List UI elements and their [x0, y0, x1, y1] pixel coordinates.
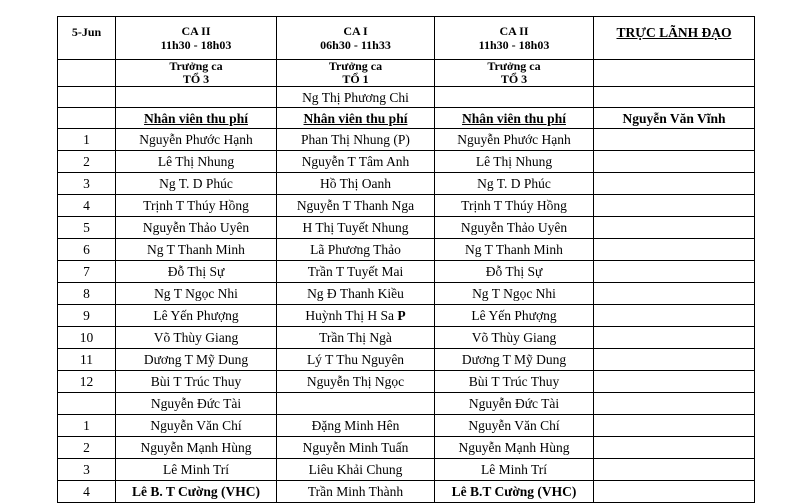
shift2-staff [277, 459, 435, 481]
shift3-staff [435, 261, 594, 283]
leadership-cell [594, 415, 755, 437]
row-number [58, 239, 116, 261]
shift-header-1 [116, 17, 277, 60]
row-number [58, 459, 116, 481]
row-number [58, 129, 116, 151]
shift1-staff-text: Nguyễn Mạnh Hùng [140, 440, 252, 455]
empty-cell [594, 60, 755, 87]
row-number-text: 10 [79, 330, 94, 345]
shift3-staff-text: Nguyễn Thảo Uyên [460, 220, 568, 235]
shift-header-2 [277, 17, 435, 60]
shift3-staff-text: Nguyễn Đức Tài [468, 396, 560, 411]
team-lead-team-3: TỔ 3 [500, 72, 528, 86]
shift1-staff-text: Ng T Thanh Minh [147, 242, 245, 257]
shift2-staff [277, 327, 435, 349]
shift2-staff-text: Liêu Khải Chung [308, 462, 403, 477]
row-number [58, 371, 116, 393]
shift1-staff-text: Dương T Mỹ Dung [143, 352, 249, 367]
row-number-text: 5 [83, 220, 90, 235]
shift1-staff [116, 349, 277, 371]
shift2-staff [277, 239, 435, 261]
shift1-staff-text: Trịnh T Thúy Hồng [143, 198, 249, 213]
row-number-text: 8 [83, 286, 90, 301]
row-number-text: 3 [83, 462, 90, 477]
leadership-cell [594, 195, 755, 217]
shift3-staff [435, 327, 594, 349]
row-number-text: 6 [83, 242, 90, 257]
empty-cell [594, 87, 755, 108]
shift1-staff [116, 129, 277, 151]
empty-cell [58, 87, 116, 108]
empty-cell [58, 108, 116, 129]
shift1-staff [116, 283, 277, 305]
row-number-text: 3 [83, 176, 90, 191]
row-number-text: 2 [83, 440, 90, 455]
shift1-staff-text: Lê Thị Nhung [157, 154, 235, 169]
leader-on-duty: Nguyễn Văn Vĩnh [594, 108, 755, 129]
shift-time-2: 06h30 - 11h33 [320, 38, 391, 52]
shift3-staff-text: Nguyễn Mạnh Hùng [458, 440, 570, 455]
leadership-cell [594, 371, 755, 393]
shift1-staff-text: Nguyễn Văn Chí [150, 418, 242, 433]
shift3-staff-text: Ng T Ngọc Nhi [472, 286, 556, 301]
shift3-staff [435, 129, 594, 151]
table-row [58, 481, 755, 503]
shift1-staff [116, 327, 277, 349]
shift2-staff [277, 129, 435, 151]
shift3-staff [435, 459, 594, 481]
shift1-staff-text: Ng T. D Phúc [159, 176, 233, 191]
team-lead-team-1: TỔ 3 [182, 72, 210, 86]
shift3-staff-text: Võ Thùy Giang [471, 330, 557, 345]
shift2-staff-text: Trần Thị Ngà [319, 330, 392, 345]
row-number-text: 7 [83, 264, 90, 279]
team-lead-role-1: Trưởng ca [169, 59, 223, 73]
shift1-staff [116, 459, 277, 481]
status-mark: P [397, 308, 406, 323]
shift1-staff [116, 217, 277, 239]
shift1-staff-text: Nguyễn Phước Hạnh [139, 132, 253, 147]
leadership-cell [594, 437, 755, 459]
shift3-staff [435, 371, 594, 393]
empty-cell [116, 87, 277, 108]
shift1-staff [116, 239, 277, 261]
team-lead-role-3: Trưởng ca [487, 59, 541, 73]
shift3-staff-text: Nguyễn Phước Hạnh [457, 132, 571, 147]
row-number-text: 1 [83, 418, 90, 433]
leadership-cell [594, 173, 755, 195]
extra-row [58, 87, 755, 108]
table-row [58, 195, 755, 217]
row-number [58, 305, 116, 327]
row-number-text: 4 [83, 484, 90, 499]
date-cell: 5-Jun [58, 17, 116, 60]
shift2-staff [277, 305, 435, 327]
shift1-staff [116, 173, 277, 195]
team-lead-1 [116, 60, 277, 87]
row-number-text: 9 [83, 308, 90, 323]
shift3-staff-text: Ng T. D Phúc [477, 176, 551, 191]
team-lead-role-2: Trưởng ca [328, 59, 383, 73]
shift2-staff-text: Nguyễn T Thanh Nga [296, 198, 415, 213]
shift1-staff [116, 437, 277, 459]
shift-name-1: CA II [181, 24, 211, 38]
table-row [58, 415, 755, 437]
team-lead-row [58, 60, 755, 87]
shift1-staff-text: Lê Minh Trí [162, 462, 230, 477]
shift3-staff-text: Nguyễn Văn Chí [468, 418, 560, 433]
shift3-staff [435, 437, 594, 459]
shift2-staff-text: Trần Minh Thành [307, 484, 404, 499]
shift1-staff [116, 371, 277, 393]
shift-name-3: CA II [499, 24, 529, 38]
leadership-cell [594, 327, 755, 349]
shift-header-3 [435, 17, 594, 60]
table-row [58, 261, 755, 283]
shift2-staff-text: Trần T Tuyết Mai [307, 264, 404, 279]
table-row [58, 129, 755, 151]
leadership-cell [594, 261, 755, 283]
shift2-staff-text: H Thị Tuyết Nhung [302, 220, 409, 235]
shift2-staff [277, 173, 435, 195]
shift-name-2: CA I [343, 24, 368, 38]
leadership-cell [594, 393, 755, 415]
staff-header-3: Nhân viên thu phí [435, 108, 594, 129]
shift3-staff [435, 195, 594, 217]
row-number [58, 415, 116, 437]
leadership-cell [594, 217, 755, 239]
shift3-staff [435, 217, 594, 239]
team-lead-3 [435, 60, 594, 87]
shift2-staff [277, 195, 435, 217]
row-number [58, 217, 116, 239]
team-lead-team-2: TỔ 1 [342, 72, 369, 86]
table-row [58, 349, 755, 371]
row-number [58, 261, 116, 283]
shift1-staff [116, 261, 277, 283]
shift1-staff-text: Bùi T Trúc Thuy [150, 374, 242, 389]
row-number [58, 195, 116, 217]
table-row [58, 283, 755, 305]
table-row [58, 371, 755, 393]
shift3-staff [435, 481, 594, 503]
shift2-staff [277, 481, 435, 503]
shift3-staff-text: Lê B.T Cường (VHC) [451, 484, 577, 499]
shift3-staff [435, 393, 594, 415]
shift2-staff-text: Nguyễn Thị Ngọc [306, 374, 405, 389]
row-number [58, 393, 116, 415]
empty-cell [58, 60, 116, 87]
shift3-staff-text: Dương T Mỹ Dung [461, 352, 567, 367]
shift2-staff-text: Nguyễn T Tâm Anh [301, 154, 410, 169]
row-number [58, 151, 116, 173]
shift2-staff-text: Lý T Thu Nguyên [306, 352, 405, 367]
shift1-staff-text: Đỗ Thị Sự [167, 264, 225, 279]
shift2-staff-text: Đặng Minh Hên [311, 418, 400, 433]
shift1-staff-text: Võ Thùy Giang [153, 330, 239, 345]
shift-time-3: 11h30 - 18h03 [478, 38, 550, 52]
table-row [58, 437, 755, 459]
team-lead-2 [277, 60, 435, 87]
table-row [58, 305, 755, 327]
shift2-staff-text: Hồ Thị Oanh [320, 176, 391, 191]
shift2-staff [277, 261, 435, 283]
table-row [58, 173, 755, 195]
row-number [58, 349, 116, 371]
leadership-cell [594, 283, 755, 305]
table-row [58, 393, 755, 415]
leadership-cell [594, 305, 755, 327]
leadership-cell [594, 459, 755, 481]
table-row [58, 459, 755, 481]
shift2-staff [277, 371, 435, 393]
shift1-staff [116, 151, 277, 173]
shift3-staff-text: Đỗ Thị Sự [485, 264, 543, 279]
shift1-staff [116, 305, 277, 327]
leadership-cell [594, 239, 755, 261]
shift2-staff [277, 151, 435, 173]
row-number [58, 283, 116, 305]
shift2-staff [277, 415, 435, 437]
leadership-cell [594, 151, 755, 173]
shift3-staff [435, 349, 594, 371]
shift3-staff-text: Ng T Thanh Minh [465, 242, 563, 257]
leadership-cell [594, 349, 755, 371]
shift1-staff-text: Lê Yến Phượng [153, 308, 239, 323]
shift2-staff-text: Lã Phương Thảo [310, 242, 401, 257]
shift3-staff [435, 173, 594, 195]
table-row [58, 217, 755, 239]
shift-time-1: 11h30 - 18h03 [160, 38, 232, 52]
empty-cell [435, 87, 594, 108]
shift2-staff [277, 393, 435, 415]
staff-header-1: Nhân viên thu phí [116, 108, 277, 129]
duty-roster-table [57, 16, 755, 503]
table-row [58, 327, 755, 349]
row-number [58, 437, 116, 459]
shift1-staff [116, 481, 277, 503]
row-number-text: 11 [80, 352, 93, 367]
shift3-staff [435, 305, 594, 327]
shift2-staff [277, 217, 435, 239]
row-number [58, 173, 116, 195]
staff-header-2: Nhân viên thu phí [277, 108, 435, 129]
shift2-staff-text: Phan Thị Nhung (P) [301, 132, 410, 147]
shift2-staff-text: Huỳnh Thị H Sa [305, 308, 394, 323]
shift3-staff-text: Lê Minh Trí [480, 462, 548, 477]
shift2-staff-text: Nguyễn Minh Tuấn [302, 440, 409, 455]
shift3-staff [435, 283, 594, 305]
shift1-staff-text: Nguyễn Thảo Uyên [142, 220, 250, 235]
shift1-staff-text: Lê B. T Cường (VHC) [132, 484, 260, 499]
shift1-staff-text: Ng T Ngọc Nhi [154, 286, 238, 301]
table-row [58, 239, 755, 261]
shift3-staff [435, 151, 594, 173]
leadership-cell [594, 481, 755, 503]
row-number-text: 12 [79, 374, 94, 389]
row-number [58, 481, 116, 503]
row-number-text: 4 [83, 198, 90, 213]
row-number [58, 327, 116, 349]
shift-header-row [58, 17, 755, 60]
shift1-staff [116, 415, 277, 437]
staff-header-row [58, 108, 755, 129]
shift1-staff [116, 195, 277, 217]
shift2-staff [277, 437, 435, 459]
leadership-cell [594, 129, 755, 151]
shift3-staff-text: Lê Yến Phượng [471, 308, 557, 323]
shift3-staff-text: Trịnh T Thúy Hồng [461, 198, 567, 213]
shift3-staff-text: Lê Thị Nhung [475, 154, 553, 169]
extra-name: Ng Thị Phương Chi [277, 87, 435, 108]
shift3-staff [435, 415, 594, 437]
shift2-staff [277, 349, 435, 371]
row-number-text: 1 [83, 132, 90, 147]
shift2-staff-text: Ng Đ Thanh Kiều [307, 286, 404, 301]
shift3-staff [435, 239, 594, 261]
shift1-staff [116, 393, 277, 415]
shift3-staff-text: Bùi T Trúc Thuy [468, 374, 560, 389]
shift2-staff [277, 283, 435, 305]
row-number-text: 2 [83, 154, 90, 169]
leadership-header: TRỰC LÃNH ĐẠO [594, 17, 755, 60]
table-row [58, 151, 755, 173]
shift1-staff-text: Nguyễn Đức Tài [150, 396, 242, 411]
